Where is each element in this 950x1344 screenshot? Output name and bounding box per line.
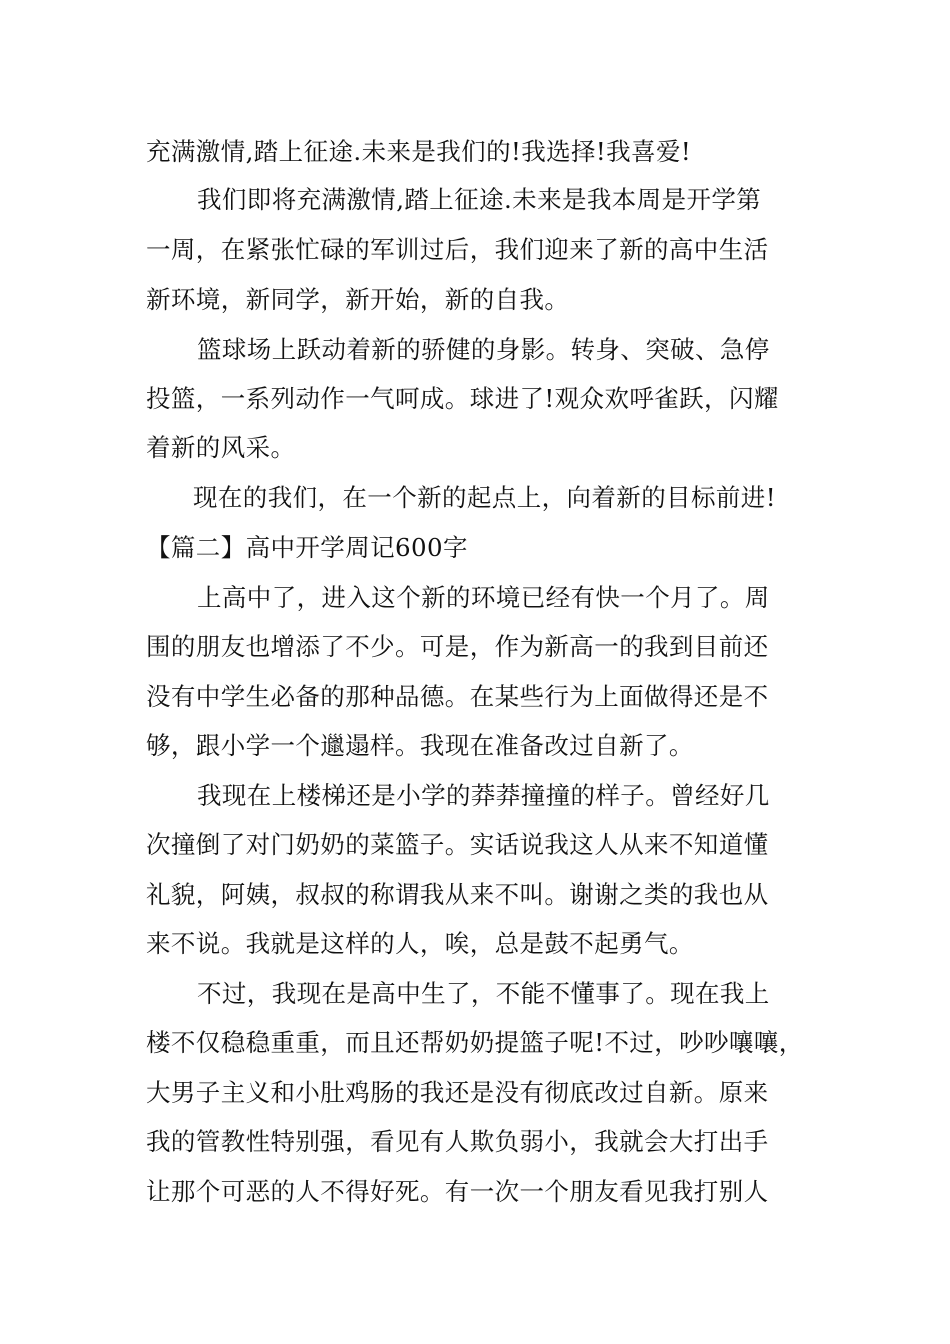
paragraph-line: 没有中学生必备的那种品德。在某些行为上面做得还是不 <box>146 682 769 711</box>
paragraph-line: 来不说。我就是这样的人，唉，总是鼓不起勇气。 <box>146 929 694 958</box>
paragraph-line: 大男子主义和小肚鸡肠的我还是没有彻底改过自新。原来 <box>146 1078 769 1107</box>
paragraph-line: 新环境，新同学，新开始，新的自我。 <box>146 285 570 314</box>
paragraph-line: 围的朋友也增添了不少。可是，作为新高一的我到目前还 <box>146 632 769 661</box>
paragraph-line: 不过，我现在是高中生了，不能不懂事了。现在我上 <box>197 979 770 1008</box>
paragraph-line: 我现在上楼梯还是小学的莽莽撞撞的样子。曾经好几 <box>197 781 770 810</box>
paragraph-line: 篮球场上跃动着新的骄健的身影。转身、突破、急停 <box>197 335 770 364</box>
paragraph-line: 一周，在紧张忙碌的军训过后，我们迎来了新的高中生活 <box>146 235 769 264</box>
paragraph-line: 我们即将充满激情,踏上征途.未来是我本周是开学第 <box>197 185 762 214</box>
paragraph-line: 够，跟小学一个邋遢样。我现在准备改过自新了。 <box>146 731 694 760</box>
paragraph-line: 次撞倒了对门奶奶的菜篮子。实话说我这人从来不知道懂 <box>146 830 769 859</box>
paragraph-line: 投篮，一系列动作一气呵成。球进了!观众欢呼雀跃，闪耀 <box>146 384 779 413</box>
section-heading: 【篇二】高中开学周记600字 <box>146 533 468 562</box>
paragraph-line: 现在的我们，在一个新的起点上，向着新的目标前进! <box>193 483 776 512</box>
paragraph-line: 让那个可恶的人不得好死。有一次一个朋友看见我打别人 <box>146 1177 769 1206</box>
paragraph-line: 上高中了，进入这个新的环境已经有快一个月了。周 <box>197 583 770 612</box>
paragraph-line: 礼貌，阿姨，叔叔的称谓我从来不叫。谢谢之类的我也从 <box>146 880 769 909</box>
paragraph-line: 充满激情,踏上征途.未来是我们的!我选择!我喜爱! <box>146 137 692 166</box>
paragraph-line: 着新的风采。 <box>146 433 296 462</box>
paragraph-line: 我的管教性特别强，看见有人欺负弱小，我就会大打出手 <box>146 1127 769 1156</box>
paragraph-line: 楼不仅稳稳重重，而且还帮奶奶提篮子呢!不过，吵吵嚷嚷， <box>146 1028 804 1057</box>
